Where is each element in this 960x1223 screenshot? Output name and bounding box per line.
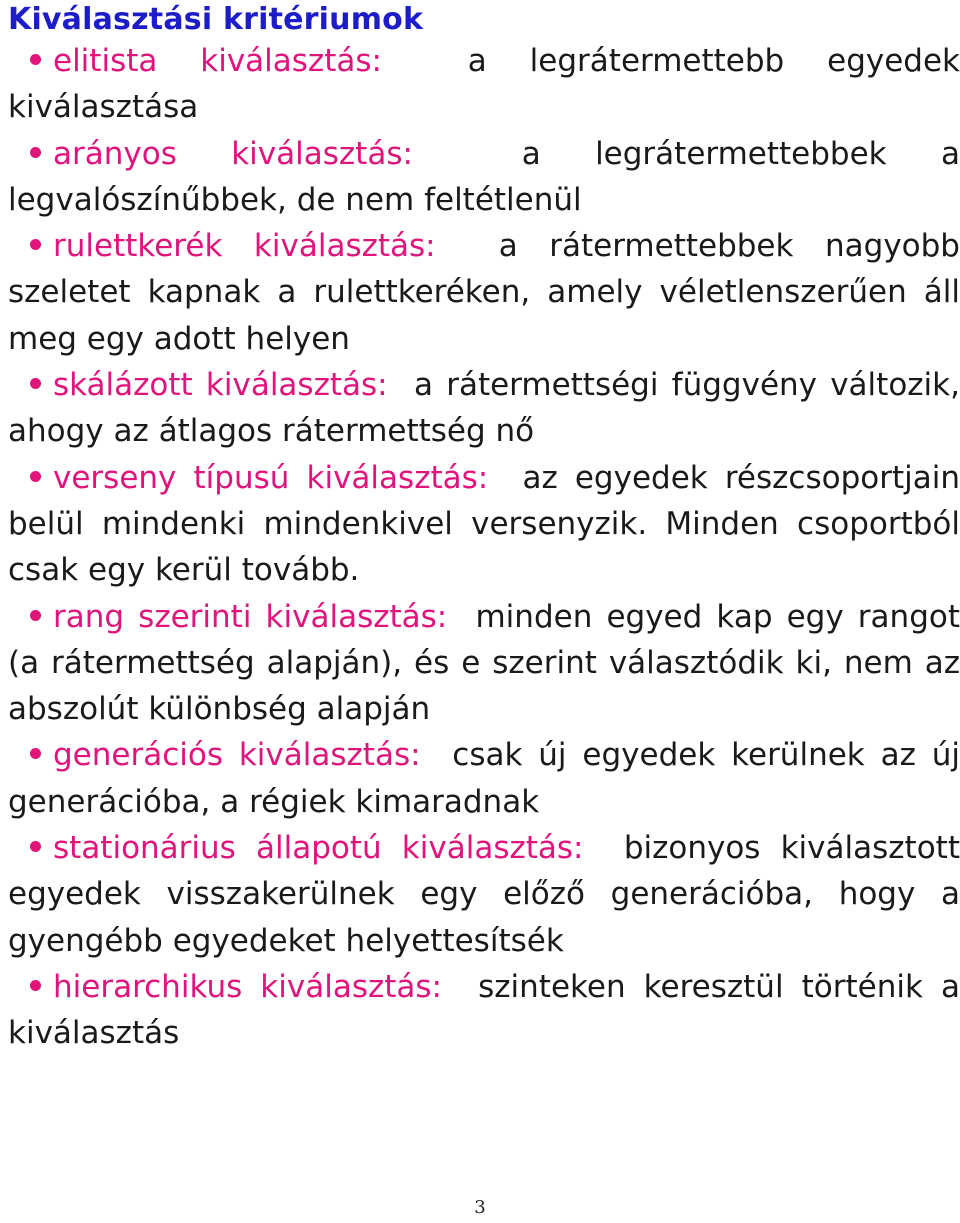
list-item <box>8 825 960 964</box>
bullet-icon <box>30 378 41 389</box>
page-number: 3 <box>474 1197 486 1218</box>
item-description: a rátermettebbek nagyobb szeletet kapnak a rulettkeréken, amely véletlenszerűen áll meg egy adott helyen <box>8 228 960 357</box>
item-term: stationárius állapotú kiválasztás: <box>53 830 584 867</box>
item-term: arányos kiválasztás: <box>53 135 413 172</box>
list-item <box>8 362 960 455</box>
item-term: skálázott kiválasztás: <box>53 367 388 404</box>
list-item <box>8 38 960 131</box>
item-term: verseny típusú kiválasztás: <box>53 459 489 496</box>
list-item <box>8 455 960 594</box>
item-term: elitista kiválasztás: <box>53 43 382 79</box>
item-term: generációs kiválasztás: <box>53 737 421 774</box>
bullet-icon <box>30 239 41 250</box>
bullet-icon <box>30 841 41 852</box>
page-title: Kiválasztási kritériumok <box>8 2 424 37</box>
item-description: bizonyos kiválasztott egyedek visszakerülnek egy előző generációba, hogy a gyengébb egyedeket helyettesítsék <box>8 830 960 959</box>
item-description: minden egyed kap egy rangot (a rátermettség alapján), és e szerint választódik ki, nem az abszolút különbség alapján <box>8 598 960 728</box>
item-description: a legrátermettebb egyedek kiválasztása <box>8 43 960 126</box>
bullet-icon <box>30 980 41 991</box>
item-description: a rátermettségi függvény változik, ahogy az átlagos rátermettség nő <box>8 367 960 450</box>
list-item <box>8 223 960 362</box>
criteria-list <box>8 38 960 1057</box>
item-term: rulettkerék kiválasztás: <box>53 228 436 265</box>
list-item <box>8 594 960 733</box>
bullet-icon <box>30 610 41 621</box>
bullet-icon <box>30 748 41 759</box>
item-description: csak új egyedek kerülnek az új generációba, a régiek kimaradnak <box>8 737 960 820</box>
item-description: az egyedek részcsoportjain belül mindenki mindenkivel versenyzik. Minden csoportból csak egy kerül tovább. <box>8 459 960 589</box>
item-description: a legrátermettebbek a legvalószínűbbek, de nem feltétlenül <box>8 135 960 218</box>
list-item <box>8 964 960 1057</box>
item-term: hierarchikus kiválasztás: <box>53 968 442 1005</box>
item-description: szinteken keresztül történik a kiválasztás <box>8 968 960 1052</box>
item-term: rang szerinti kiválasztás: <box>53 598 448 635</box>
list-item <box>8 732 960 825</box>
list-item <box>8 131 960 224</box>
bullet-icon <box>30 471 41 482</box>
bullet-icon <box>30 54 41 65</box>
bullet-icon <box>30 147 41 158</box>
slide-page <box>8 0 960 1057</box>
